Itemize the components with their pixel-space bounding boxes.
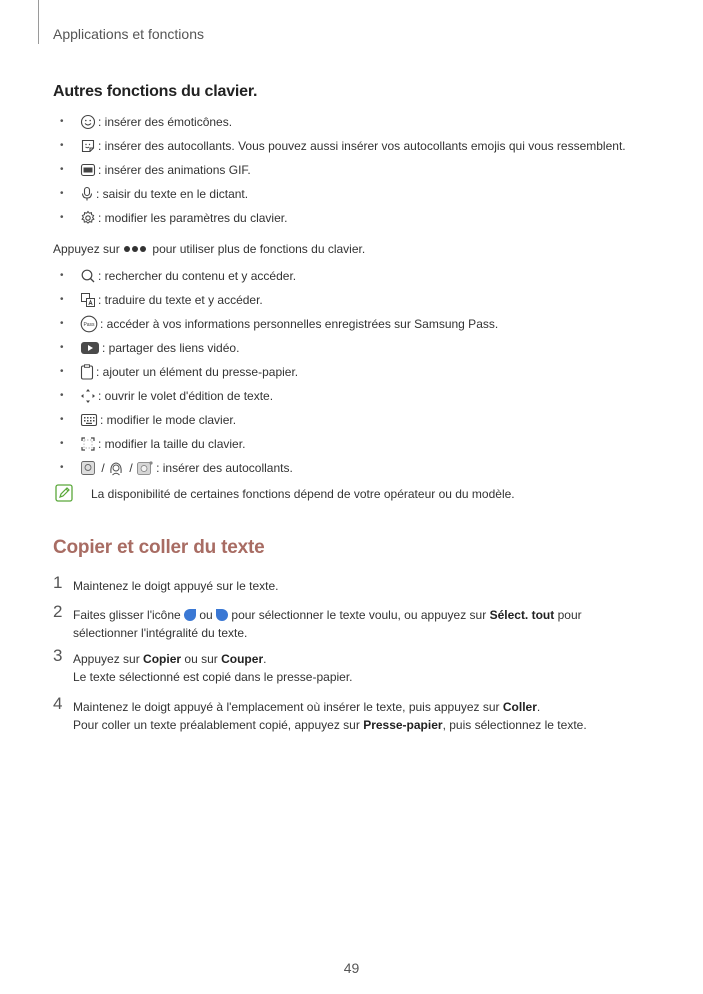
extra-functions-list <box>60 264 498 480</box>
samsung-pass-icon <box>80 315 98 333</box>
section-title-keyboard: Autres fonctions du clavier. <box>53 83 258 100</box>
list-item: • : modifier le mode clavier. <box>60 408 498 432</box>
more-options-icon <box>123 245 147 253</box>
search-icon <box>80 268 96 284</box>
list-item: • / / : insérer des autocollants. <box>60 456 498 480</box>
list-item: • : rechercher du contenu et y accéder. <box>60 264 498 288</box>
list-item: • : partager des liens vidéo. <box>60 336 498 360</box>
list-item: • : ouvrir le volet d'édition de texte. <box>60 384 498 408</box>
list-item: • : insérer des autocollants. Vous pouvez aussi insérer vos autocollants emojis qui vous ressemblent. <box>60 134 626 158</box>
note-icon <box>55 484 73 502</box>
header-rule <box>38 0 39 44</box>
selection-handle-right-icon <box>216 609 228 621</box>
keyboard-functions-list <box>60 110 626 230</box>
list-item: • : modifier la taille du clavier. <box>60 432 498 456</box>
list-item: • : insérer des animations GIF. <box>60 158 626 182</box>
page-header: Applications et fonctions <box>53 26 204 42</box>
ar-emoji-icon <box>108 460 124 476</box>
list-item: • Pass : accéder à vos informations personnelles enregistrées sur Samsung Pass. <box>60 312 498 336</box>
sticker-pack-icon <box>80 460 96 476</box>
list-item: • : ajouter un élément du presse-papier. <box>60 360 498 384</box>
section-title-copy-paste: Copier et coller du texte <box>53 537 265 558</box>
translate-icon <box>80 292 96 308</box>
keyboard-size-icon <box>80 436 96 452</box>
emoji-icon <box>80 114 96 130</box>
svg-text:Pass: • Pass <box>83 321 95 328</box>
text-editing-icon <box>80 388 96 404</box>
list-item: • : modifier les paramètres du clavier. <box>60 206 626 230</box>
microphone-icon <box>80 186 94 202</box>
bitmoji-icon <box>136 460 154 476</box>
settings-gear-icon <box>80 210 96 226</box>
list-item: • : insérer des émoticônes. <box>60 110 626 134</box>
page-number: 49 <box>343 960 360 976</box>
gif-icon <box>80 162 96 178</box>
clipboard-icon <box>80 364 94 380</box>
list-item: • : traduire du texte et y accéder. <box>60 288 498 312</box>
selection-handle-left-icon <box>184 609 196 621</box>
list-item: • : saisir du texte en le dictant. <box>60 182 626 206</box>
youtube-icon <box>80 340 100 356</box>
more-functions-paragraph: Appuyez sur pour utiliser plus de fonctions du clavier. <box>53 242 366 256</box>
sticker-icon <box>80 138 96 154</box>
keyboard-mode-icon <box>80 412 98 428</box>
